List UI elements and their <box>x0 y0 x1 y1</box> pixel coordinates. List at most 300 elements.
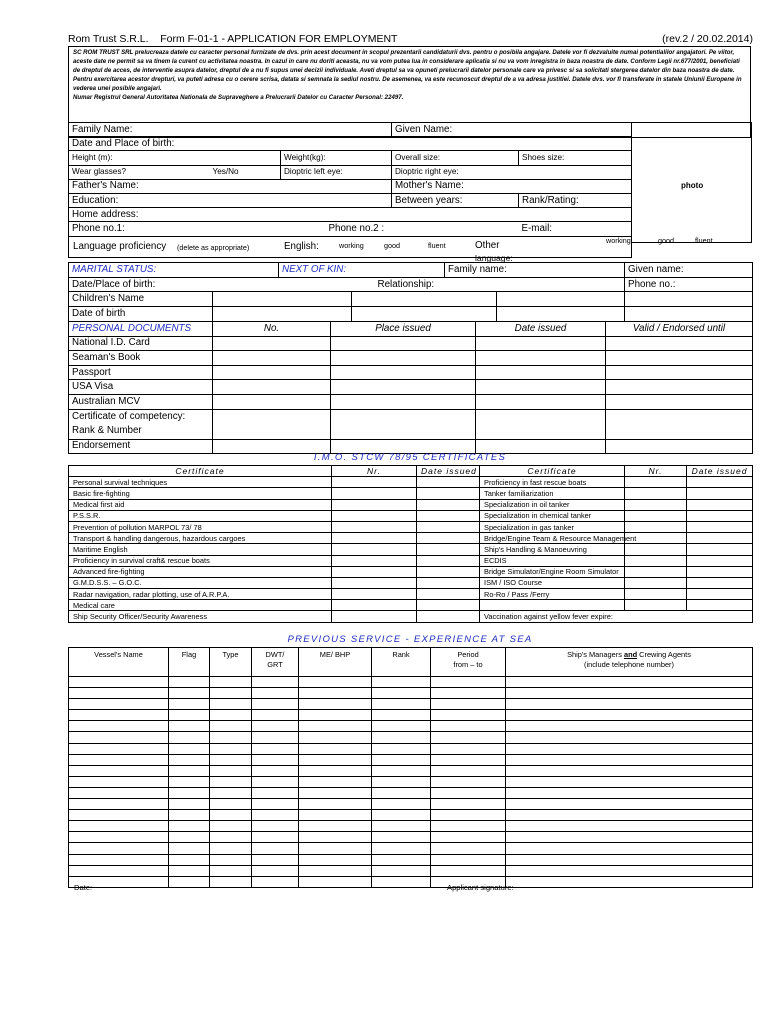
service-cell[interactable] <box>252 876 299 887</box>
cert-row <box>69 488 753 499</box>
cert-nr-cell[interactable] <box>625 499 687 510</box>
service-cell[interactable] <box>372 732 431 743</box>
service-cell[interactable] <box>210 776 252 787</box>
phone2-field[interactable]: Phone no.2 : <box>326 222 519 236</box>
service-cell[interactable] <box>506 821 753 832</box>
cert-name-right: Ship's Handling & Manoeuvring <box>480 544 625 555</box>
service-cell[interactable] <box>431 688 506 699</box>
service-cell[interactable] <box>210 699 252 710</box>
kin-phone-field[interactable]: Phone no.: <box>625 277 753 292</box>
cert-nr-cell[interactable] <box>625 555 687 566</box>
doc-cell[interactable] <box>606 336 753 351</box>
service-cell[interactable] <box>210 821 252 832</box>
service-cell[interactable] <box>431 765 506 776</box>
service-cell[interactable] <box>252 710 299 721</box>
cert-nr-cell[interactable] <box>332 589 417 600</box>
cert-date-cell[interactable] <box>687 477 753 488</box>
dioptric-left-field[interactable]: Dioptric left eye: <box>281 165 392 179</box>
service-cell[interactable] <box>252 677 299 688</box>
cert-date-cell[interactable] <box>687 544 753 555</box>
service-cell[interactable] <box>210 688 252 699</box>
family-row <box>69 263 753 278</box>
service-cell[interactable] <box>252 776 299 787</box>
cert-row <box>69 555 753 566</box>
cert-nr-cell[interactable] <box>332 521 417 532</box>
signature-label: Applicant signature: <box>447 883 514 892</box>
cert-date-cell[interactable] <box>417 600 480 611</box>
service-cell[interactable] <box>506 677 753 688</box>
cert-name-left: Personal survival techniques <box>69 477 332 488</box>
service-cell[interactable] <box>299 699 372 710</box>
phone1-field[interactable]: Phone no.1: <box>69 222 326 236</box>
child-cell[interactable] <box>352 307 497 322</box>
cert-nr-cell[interactable] <box>625 544 687 555</box>
service-cell[interactable] <box>69 688 169 699</box>
language-proficiency-field[interactable] <box>69 236 632 263</box>
cert-name-left: Transport & handling dangerous, hazardous cargoes <box>69 533 332 544</box>
service-row <box>69 776 753 787</box>
cert-date-cell[interactable] <box>417 521 480 532</box>
service-row <box>69 832 753 843</box>
personal-row <box>69 137 632 151</box>
service-cell[interactable] <box>69 699 169 710</box>
cert-nr-cell[interactable] <box>332 510 417 521</box>
email-field[interactable]: E-mail: <box>519 222 632 236</box>
service-cell[interactable] <box>299 732 372 743</box>
between-years-field[interactable]: Between years: <box>392 193 519 207</box>
service-cell[interactable] <box>169 832 210 843</box>
cert-nr-cell[interactable] <box>625 477 687 488</box>
service-cell[interactable] <box>506 799 753 810</box>
dioptric-right-field[interactable]: Dioptric right eye: <box>392 165 632 179</box>
cert-nr-cell[interactable] <box>332 477 417 488</box>
service-cell[interactable] <box>372 832 431 843</box>
doc-cell[interactable] <box>476 365 606 380</box>
rank-rating-field[interactable]: Rank/Rating: <box>519 193 632 207</box>
service-cell[interactable] <box>372 710 431 721</box>
cert-nr-cell[interactable] <box>332 488 417 499</box>
date-label: Date: <box>74 883 93 892</box>
other-language-label: Other <box>475 239 500 251</box>
service-cell[interactable] <box>169 810 210 821</box>
service-cell[interactable] <box>169 743 210 754</box>
service-cell[interactable] <box>372 754 431 765</box>
service-cell[interactable] <box>69 765 169 776</box>
service-cell[interactable] <box>169 688 210 699</box>
kin-given-name-field[interactable]: Given name: <box>625 263 753 278</box>
service-cell[interactable] <box>210 854 252 865</box>
other-working-option[interactable]: working <box>606 236 631 245</box>
service-cell[interactable] <box>69 787 169 798</box>
service-cell[interactable] <box>431 832 506 843</box>
service-cell[interactable] <box>69 776 169 787</box>
cert-date-cell[interactable] <box>687 499 753 510</box>
service-cell[interactable] <box>210 732 252 743</box>
service-cell[interactable] <box>299 787 372 798</box>
cert-date-cell[interactable] <box>687 510 753 521</box>
service-cell[interactable] <box>210 832 252 843</box>
service-cell[interactable] <box>69 799 169 810</box>
child-cell[interactable] <box>625 307 753 322</box>
cert-row <box>69 499 753 510</box>
service-cell[interactable] <box>299 876 372 887</box>
child-cell[interactable] <box>625 292 753 307</box>
service-cell[interactable] <box>169 710 210 721</box>
service-cell[interactable] <box>252 688 299 699</box>
service-cell[interactable] <box>372 810 431 821</box>
doc-col-no: No. <box>213 322 331 337</box>
imo-certificates-table <box>68 465 753 623</box>
col-vessel-name: Vessel's Name <box>69 648 169 677</box>
doc-cell[interactable] <box>331 351 476 366</box>
cert-nr-cell[interactable] <box>625 510 687 521</box>
service-cell[interactable] <box>299 799 372 810</box>
cert-nr-cell[interactable] <box>625 577 687 588</box>
service-cell[interactable] <box>252 765 299 776</box>
service-cell[interactable] <box>252 810 299 821</box>
service-cell[interactable] <box>431 776 506 787</box>
service-cell[interactable] <box>372 876 431 887</box>
marital-status-field[interactable]: MARITAL STATUS: <box>69 263 279 278</box>
service-cell[interactable] <box>431 699 506 710</box>
cert-date-cell[interactable] <box>687 555 753 566</box>
service-cell[interactable] <box>169 765 210 776</box>
cert-nr-cell[interactable] <box>625 589 687 600</box>
service-cell[interactable] <box>506 688 753 699</box>
col-dwt-grt: DWT/ GRT <box>252 648 299 677</box>
cert-date-cell[interactable] <box>417 477 480 488</box>
documents-header-row <box>69 322 753 337</box>
other-fluent-option[interactable]: fluent <box>695 236 713 245</box>
service-cell[interactable] <box>210 677 252 688</box>
kin-relationship-field[interactable] <box>377 277 625 292</box>
service-cell[interactable] <box>299 754 372 765</box>
cert-date-cell[interactable] <box>687 521 753 532</box>
service-cell[interactable] <box>69 743 169 754</box>
service-cell[interactable] <box>69 821 169 832</box>
service-cell[interactable] <box>210 721 252 732</box>
cert-nr-cell[interactable] <box>625 600 687 611</box>
service-row <box>69 688 753 699</box>
other-good-option[interactable]: good <box>658 236 674 245</box>
cert-nr-cell[interactable] <box>332 533 417 544</box>
cert-nr-cell[interactable] <box>625 488 687 499</box>
service-cell[interactable] <box>169 776 210 787</box>
cert-nr-cell[interactable] <box>332 499 417 510</box>
service-cell[interactable] <box>252 843 299 854</box>
service-cell[interactable] <box>372 799 431 810</box>
doc-cell[interactable] <box>213 394 331 409</box>
service-cell[interactable] <box>252 721 299 732</box>
service-cell[interactable] <box>299 743 372 754</box>
service-cell[interactable] <box>169 721 210 732</box>
service-cell[interactable] <box>372 699 431 710</box>
service-cell[interactable] <box>210 843 252 854</box>
service-cell[interactable] <box>210 765 252 776</box>
service-cell[interactable] <box>299 865 372 876</box>
cert-nr-cell[interactable] <box>332 577 417 588</box>
doc-cell[interactable] <box>476 336 606 351</box>
service-cell[interactable] <box>506 810 753 821</box>
service-cell[interactable] <box>431 810 506 821</box>
doc-cell[interactable] <box>213 336 331 351</box>
service-cell[interactable] <box>252 799 299 810</box>
service-cell[interactable] <box>372 843 431 854</box>
service-cell[interactable] <box>299 832 372 843</box>
col-type: Type <box>210 648 252 677</box>
service-cell[interactable] <box>169 876 210 887</box>
service-cell[interactable] <box>506 843 753 854</box>
doc-cell[interactable] <box>476 380 606 395</box>
weight-field[interactable]: Weight(kg): <box>281 151 392 165</box>
service-cell[interactable] <box>69 732 169 743</box>
doc-cell[interactable] <box>606 394 753 409</box>
cert-date-cell[interactable] <box>687 600 753 611</box>
mothers-name-field[interactable]: Mother's Name: <box>392 179 632 193</box>
service-cell[interactable] <box>299 688 372 699</box>
service-cell[interactable] <box>506 854 753 865</box>
service-cell[interactable] <box>372 865 431 876</box>
doc-cell[interactable] <box>331 394 476 409</box>
service-cell[interactable] <box>506 721 753 732</box>
cert-date-cell[interactable] <box>417 566 480 577</box>
service-cell[interactable] <box>506 765 753 776</box>
personal-row <box>69 151 632 165</box>
doc-cell[interactable] <box>213 365 331 380</box>
language-proficiency-label: Language proficiency <box>73 240 167 252</box>
cert-nr-cell[interactable] <box>332 544 417 555</box>
service-cell[interactable] <box>210 876 252 887</box>
service-cell[interactable] <box>431 743 506 754</box>
child-cell[interactable] <box>213 292 352 307</box>
service-cell[interactable] <box>431 787 506 798</box>
service-cell[interactable] <box>431 677 506 688</box>
cert-name-right: Specialization in oil tanker <box>480 499 625 510</box>
doc-cell[interactable] <box>331 380 476 395</box>
cert-date-cell[interactable] <box>417 577 480 588</box>
cert-nr-cell[interactable] <box>625 566 687 577</box>
service-cell[interactable] <box>169 732 210 743</box>
service-cell[interactable] <box>252 732 299 743</box>
cert-date-cell[interactable] <box>417 555 480 566</box>
service-cell[interactable] <box>299 677 372 688</box>
service-cell[interactable] <box>372 821 431 832</box>
cert-date-cell[interactable] <box>417 544 480 555</box>
cert-date-cell[interactable] <box>417 488 480 499</box>
child-cell[interactable] <box>497 292 625 307</box>
service-cell[interactable] <box>69 677 169 688</box>
service-cell[interactable] <box>372 721 431 732</box>
doc-cell[interactable] <box>213 351 331 366</box>
service-cell[interactable] <box>372 743 431 754</box>
service-cell[interactable] <box>252 787 299 798</box>
service-cell[interactable] <box>299 810 372 821</box>
service-cell[interactable] <box>252 754 299 765</box>
service-cell[interactable] <box>252 865 299 876</box>
doc-coc-label <box>69 409 213 439</box>
service-cell[interactable] <box>506 876 753 887</box>
given-name-field[interactable]: Given Name: <box>392 123 632 137</box>
doc-cell[interactable] <box>331 365 476 380</box>
service-cell[interactable] <box>69 832 169 843</box>
photo-box[interactable] <box>631 122 752 243</box>
education-field[interactable]: Education: <box>69 193 392 207</box>
english-working-option[interactable]: working <box>339 240 364 250</box>
cert-date-cell[interactable] <box>687 533 753 544</box>
cert-date-cell[interactable] <box>687 566 753 577</box>
doc-cell[interactable] <box>331 409 476 439</box>
cert-col-date-right: Date issued <box>687 466 753 477</box>
service-cell[interactable] <box>431 721 506 732</box>
english-fluent-option[interactable]: fluent <box>428 240 446 250</box>
service-cell[interactable] <box>506 776 753 787</box>
service-cell[interactable] <box>431 754 506 765</box>
child-cell[interactable] <box>497 307 625 322</box>
service-cell[interactable] <box>372 854 431 865</box>
doc-cell[interactable] <box>606 365 753 380</box>
home-address-field[interactable]: Home address: <box>69 208 632 222</box>
vaccination-field[interactable]: Vaccination against yellow fever expire: <box>480 611 753 622</box>
service-cell[interactable] <box>431 865 506 876</box>
service-cell[interactable] <box>372 688 431 699</box>
cert-date-cell[interactable] <box>687 488 753 499</box>
service-cell[interactable] <box>506 743 753 754</box>
cert-nr-cell[interactable] <box>332 555 417 566</box>
service-cell[interactable] <box>506 787 753 798</box>
service-cell[interactable] <box>169 854 210 865</box>
service-cell[interactable] <box>372 765 431 776</box>
yes-no-option[interactable]: Yes/No <box>210 165 281 179</box>
service-cell[interactable] <box>506 710 753 721</box>
service-cell[interactable] <box>299 821 372 832</box>
service-cell[interactable] <box>431 843 506 854</box>
kin-birth-field[interactable]: Date/Place of birth: <box>69 277 445 292</box>
service-cell[interactable] <box>210 810 252 821</box>
fathers-name-field[interactable]: Father's Name: <box>69 179 392 193</box>
child-cell[interactable] <box>352 292 497 307</box>
doc-cell[interactable] <box>476 351 606 366</box>
doc-usa-visa-label: USA Visa <box>69 380 213 395</box>
doc-cell[interactable] <box>331 336 476 351</box>
service-cell[interactable] <box>299 765 372 776</box>
service-cell[interactable] <box>69 710 169 721</box>
shoes-size-field[interactable]: Shoes size: <box>519 151 632 165</box>
doc-cell[interactable] <box>213 380 331 395</box>
child-cell[interactable] <box>213 307 352 322</box>
doc-cell[interactable] <box>213 409 331 439</box>
cert-date-cell[interactable] <box>417 510 480 521</box>
service-cell[interactable] <box>169 865 210 876</box>
service-cell[interactable] <box>169 699 210 710</box>
service-cell[interactable] <box>252 699 299 710</box>
service-cell[interactable] <box>210 799 252 810</box>
cert-nr-cell[interactable] <box>332 611 417 622</box>
document-row <box>69 394 753 409</box>
service-cell[interactable] <box>210 787 252 798</box>
service-cell[interactable] <box>506 754 753 765</box>
kin-family-name-field[interactable]: Family name: <box>445 263 625 278</box>
service-cell[interactable] <box>169 677 210 688</box>
service-cell[interactable] <box>169 843 210 854</box>
doc-cell[interactable] <box>606 409 753 439</box>
service-cell[interactable] <box>252 854 299 865</box>
service-cell[interactable] <box>506 732 753 743</box>
service-cell[interactable] <box>252 832 299 843</box>
service-cell[interactable] <box>69 854 169 865</box>
service-cell[interactable] <box>299 854 372 865</box>
english-good-option[interactable]: good <box>384 240 400 250</box>
service-cell[interactable] <box>169 821 210 832</box>
service-cell[interactable] <box>69 754 169 765</box>
service-cell[interactable] <box>372 776 431 787</box>
doc-cell[interactable] <box>476 409 606 439</box>
service-cell[interactable] <box>252 743 299 754</box>
service-cell[interactable] <box>431 821 506 832</box>
doc-id-card-label: National I.D. Card <box>69 336 213 351</box>
doc-cell[interactable] <box>476 394 606 409</box>
service-cell[interactable] <box>210 743 252 754</box>
service-cell[interactable] <box>299 710 372 721</box>
cert-date-cell[interactable] <box>417 499 480 510</box>
cert-date-cell[interactable] <box>687 577 753 588</box>
overall-size-field[interactable]: Overall size: <box>392 151 519 165</box>
service-cell[interactable] <box>210 710 252 721</box>
service-cell[interactable] <box>299 721 372 732</box>
service-cell[interactable] <box>210 754 252 765</box>
service-cell[interactable] <box>299 843 372 854</box>
service-cell[interactable] <box>431 732 506 743</box>
cert-date-cell[interactable] <box>687 589 753 600</box>
col-managers <box>506 648 753 677</box>
cert-nr-cell[interactable] <box>625 521 687 532</box>
service-cell[interactable] <box>169 799 210 810</box>
service-cell[interactable] <box>506 865 753 876</box>
service-cell[interactable] <box>431 710 506 721</box>
doc-cell[interactable] <box>606 351 753 366</box>
service-cell[interactable] <box>506 699 753 710</box>
service-cell[interactable] <box>210 865 252 876</box>
document-row <box>69 351 753 366</box>
family-name-field[interactable]: Family Name: <box>69 123 392 137</box>
service-cell[interactable] <box>252 821 299 832</box>
service-cell[interactable] <box>169 754 210 765</box>
cert-date-cell[interactable] <box>417 589 480 600</box>
service-cell[interactable] <box>69 810 169 821</box>
service-cell[interactable] <box>69 865 169 876</box>
relationship-label: Relationship: <box>377 278 435 290</box>
service-cell[interactable] <box>431 854 506 865</box>
service-cell[interactable] <box>431 799 506 810</box>
col-flag: Flag <box>169 648 210 677</box>
service-cell[interactable] <box>69 843 169 854</box>
height-field[interactable]: Height (m): <box>69 151 281 165</box>
service-cell[interactable] <box>372 787 431 798</box>
cert-date-cell[interactable] <box>417 611 480 622</box>
cert-date-cell[interactable] <box>417 533 480 544</box>
service-cell[interactable] <box>372 677 431 688</box>
service-row <box>69 699 753 710</box>
service-cell[interactable] <box>69 721 169 732</box>
service-cell[interactable] <box>299 776 372 787</box>
cert-nr-cell[interactable] <box>332 600 417 611</box>
cert-nr-cell[interactable] <box>332 566 417 577</box>
date-place-birth-field[interactable]: Date and Place of birth: <box>69 137 632 151</box>
service-cell[interactable] <box>169 787 210 798</box>
privacy-notice-text: SC ROM TRUST SRL prelucreaza datele cu caracter personal furnizate de dvs. prin acest document in scopul prezentarii candidaturii dvs. pentru o posibila angajare. Datele vor fi dezvaluite numai potentialilor angajatori. Pe viitor, aceste date ne permit sa va tinem la curent cu activitatea noastra. In cazul in care nu doriti aceasta, nu va vom putea lua in considerare aplicatia si nu va vom inregistra in baza noastra de date. Conform Legii nr.677/2001, beneficiati de dreptul de acces, de interventie asupra datelor, dreptul de a nu fi supus unei decizii individuale. Aveti dreptul sa va opuneti prelucrarii datelor personale care va privesc si sa solicitati stergerea datelor din baza noastra de date. Pentru exercitarea acestor drepturi, va puteti adresa cu o cerere scrisa, datata si semnata la sediul nostru. De asemenea, va este recunoscut dreptul de a va adresa justitiei. Datele dvs. vor fi transferate in statele Uniunii Europene in vederea unei posibile angajari. <box>73 49 742 92</box>
service-cell[interactable] <box>506 832 753 843</box>
personal-documents-title: PERSONAL DOCUMENTS <box>69 322 213 337</box>
doc-cell[interactable] <box>606 380 753 395</box>
